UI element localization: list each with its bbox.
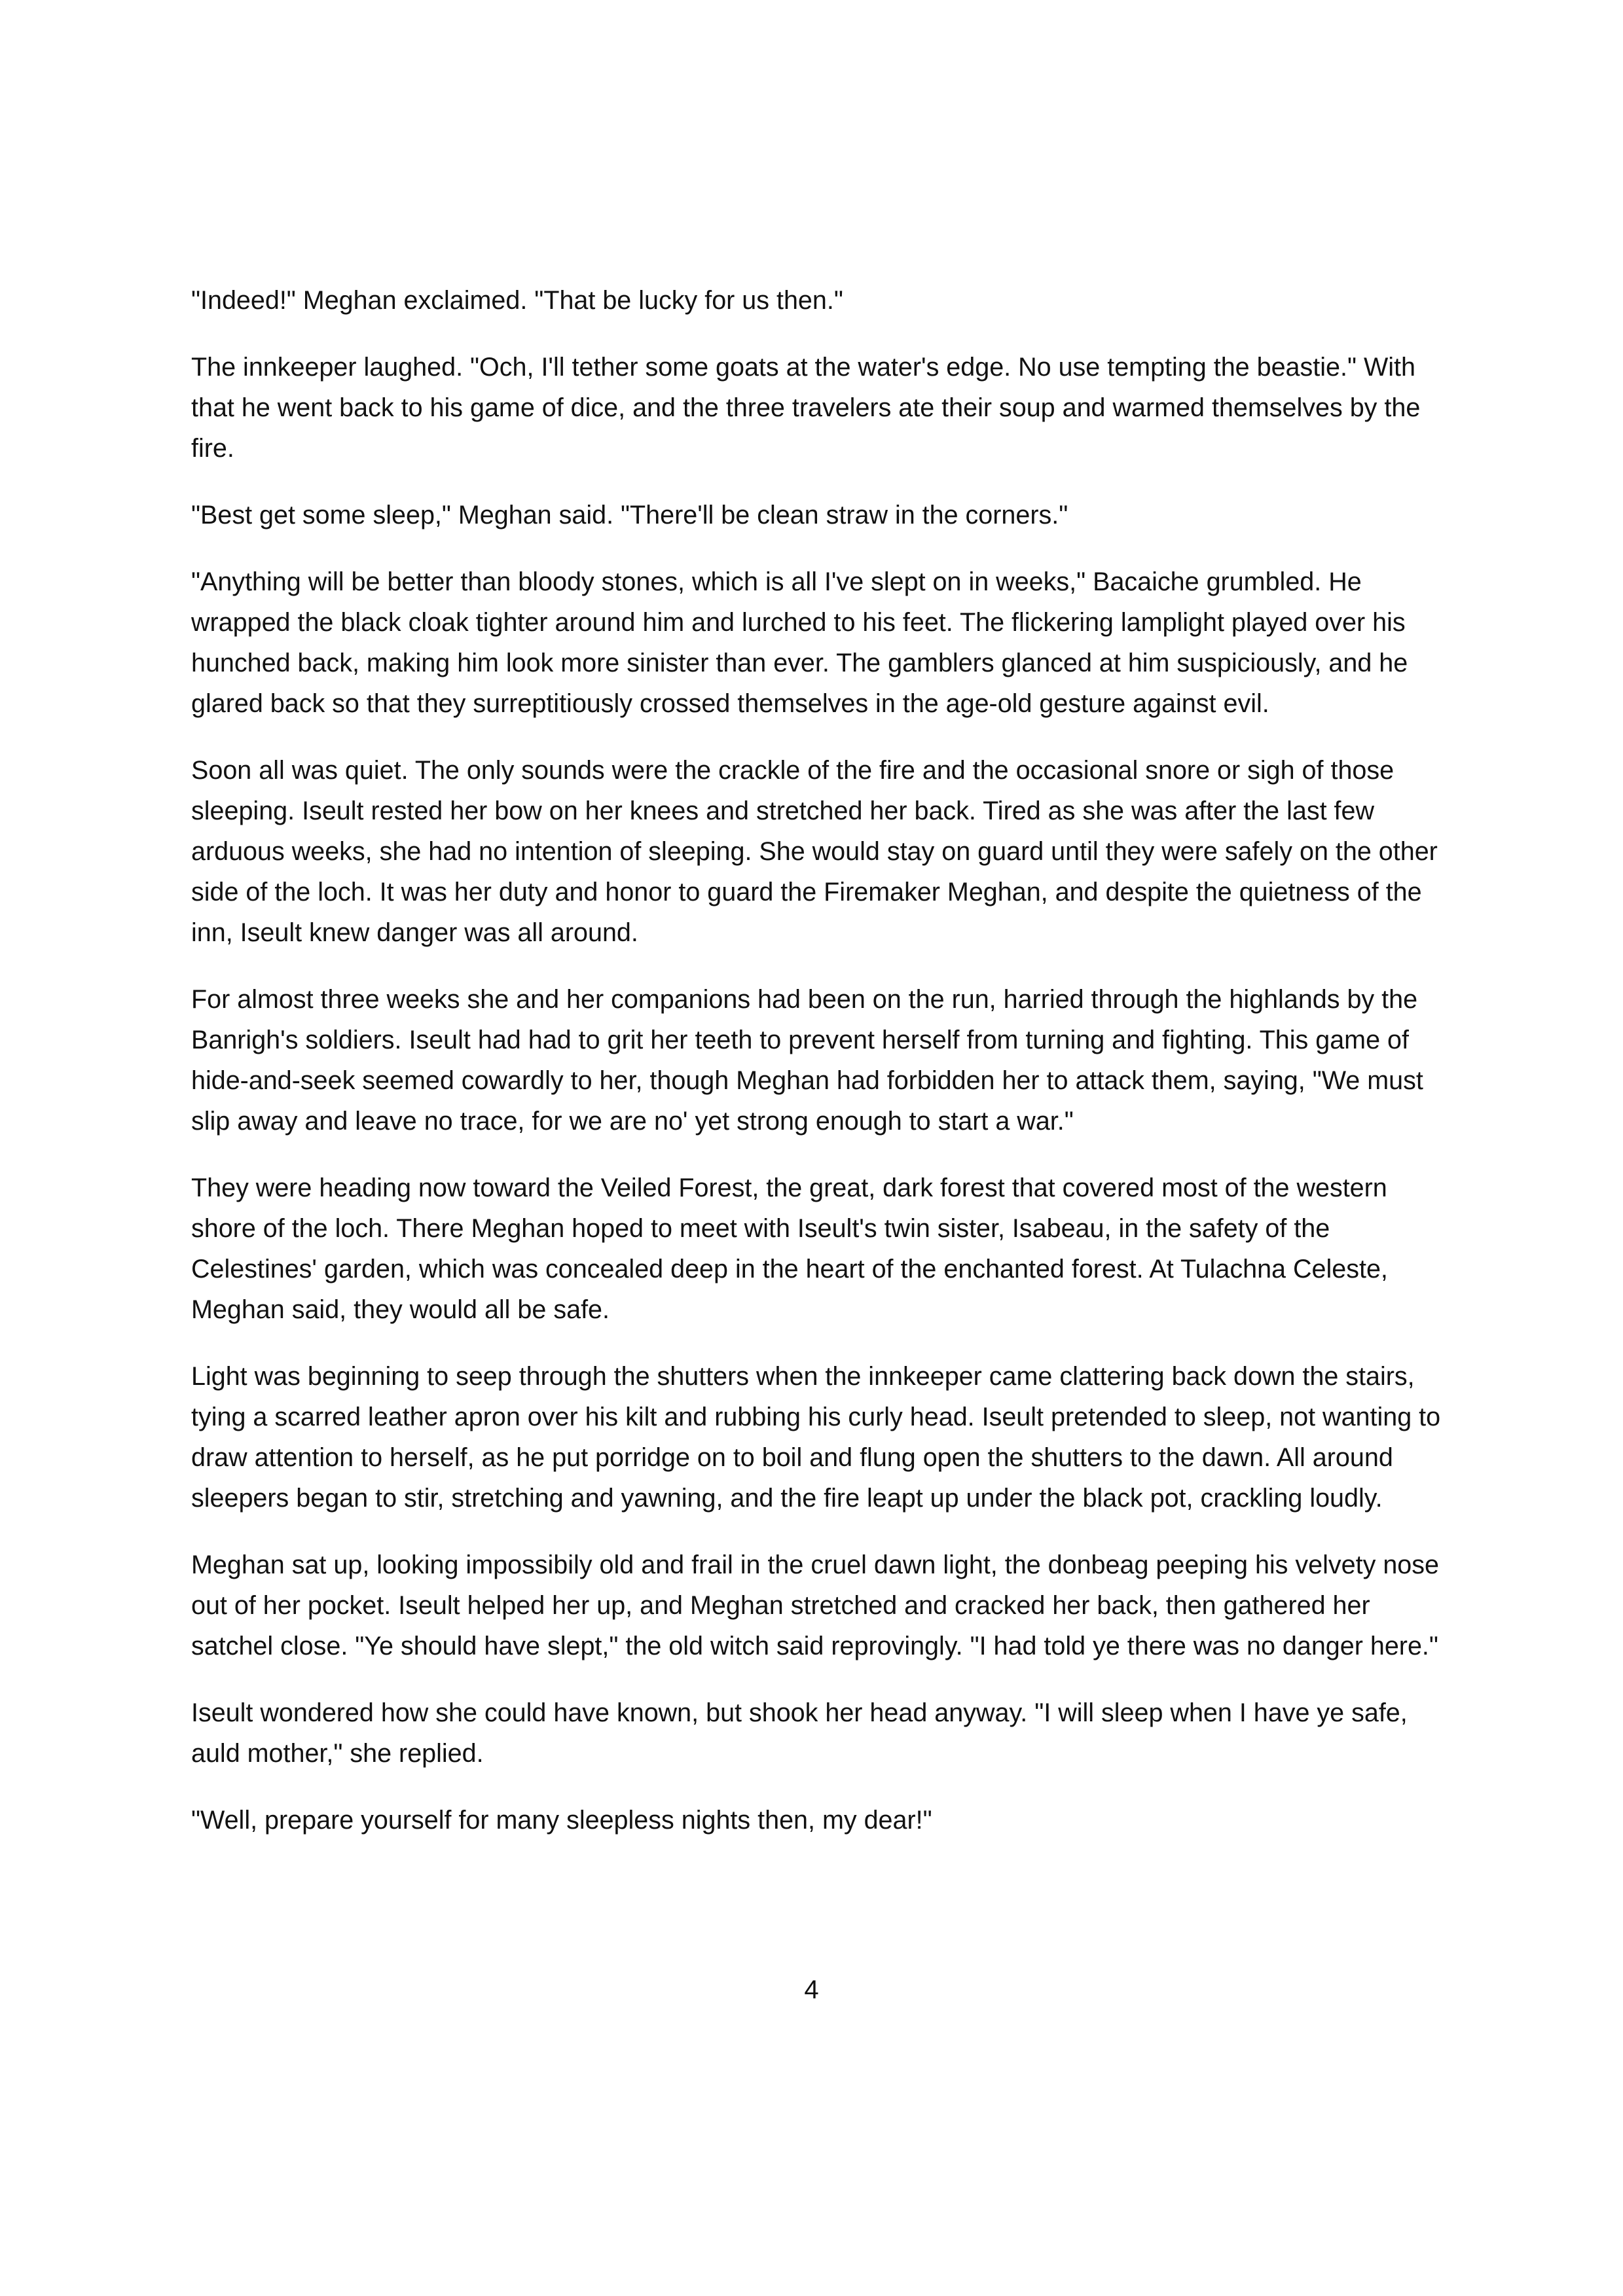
paragraph-8: Light was beginning to seep through the shutters when the innkeeper came clattering back down the stairs, tying a scarred leather apron over his kilt and rubbing his curly head. Iseult pretended to sleep, not wanting to draw attention to herself, as he put porridge on to boil and flung open the shutters to the dawn. All around sleepers began to stir, stretching and yawning, and the fire leapt up under the black pot, crackling loudly. [191, 1362, 1441, 1513]
paragraph-6: For almost three weeks she and her companions had been on the run, harried through the highlands by the Banrigh's soldiers. Iseult had had to grit her teeth to prevent herself from turning and fighting. This game of hide-and-seek seemed cowardly to her, though Meghan had forbidden her to attack them, saying, "We must slip away and leave no trace, for we are no' yet strong enough to start a war." [191, 985, 1423, 1136]
paragraph-7: They were heading now toward the Veiled Forest, the great, dark forest that covered most of the western shore of the loch. There Meghan hoped to meet with Iseult's twin sister, Isabeau, in the safety of the Celestines' garden, which was concealed deep in the heart of the enchanted forest. At Tulachna Celeste, Meghan said, they would all be safe. [191, 1174, 1388, 1324]
body-text [191, 280, 1443, 1867]
paragraph-4: "Anything will be better than bloody stones, which is all I've slept on in weeks," Bacaiche grumbled. He wrapped the black cloak tighter around him and lurched to his feet. The flickering lamplight played over his hunched back, making him look more sinister than ever. The gamblers glanced at him suspiciously, and he glared back so that they surreptitiously crossed themselves in the age-old gesture against evil. [191, 567, 1408, 718]
paragraph-11: "Well, prepare yourself for many sleepless nights then, my dear!" [191, 1806, 932, 1835]
paragraph-3: "Best get some sleep," Meghan said. "There'll be clean straw in the corners." [191, 501, 1068, 529]
page-number: 4 [804, 1975, 819, 2004]
paragraph-5: Soon all was quiet. The only sounds were the crackle of the fire and the occasional snore or sigh of those sleeping. Iseult rested her bow on her knees and stretched her back. Tired as she was after the last few arduous weeks, she had no intention of sleeping. She would stay on guard until they were safely on the other side of the loch. It was her duty and honor to guard the Firemaker Meghan, and despite the quietness of the inn, Iseult knew danger was all around. [191, 756, 1438, 947]
paragraph-1: "Indeed!" Meghan exclaimed. "That be lucky for us then." [191, 286, 843, 315]
paragraph-2: The innkeeper laughed. "Och, I'll tether some goats at the water's edge. No use tempting the beastie." With that he went back to his game of dice, and the three travelers ate their soup and warmed themselves by the fire. [191, 353, 1421, 463]
paragraph-10: Iseult wondered how she could have known, but shook her head anyway. "I will sleep when I have ye safe, auld mother," she replied. [191, 1698, 1408, 1768]
paragraph-9: Meghan sat up, looking impossibily old and frail in the cruel dawn light, the donbeag peeping his velvety nose out of her pocket. Iseult helped her up, and Meghan stretched and cracked her back, then gathered her satchel close. "Ye should have slept," the old witch said reprovingly. "I had told ye there was no danger here." [191, 1551, 1439, 1660]
